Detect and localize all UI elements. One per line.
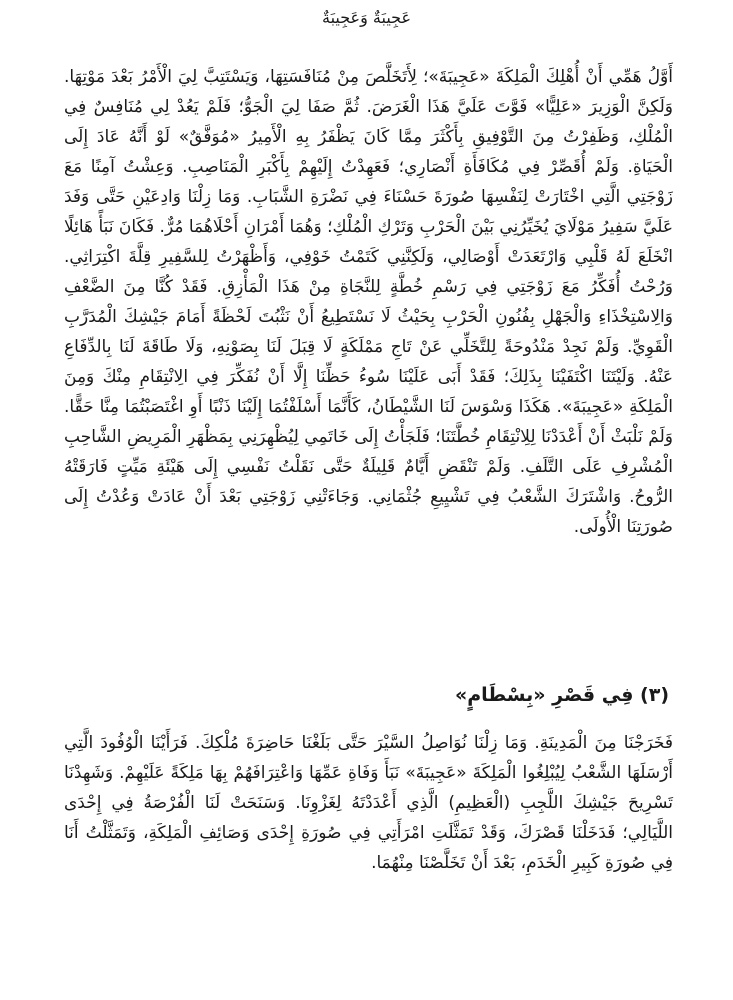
- paragraph: أَوَّلُ هَمِّي أَنْ أُهْلِكَ الْمَلِكَةَ «عَجِيبَةَ»؛ لِأَتَخَلَّصَ مِنْ مُنَافَسَتِهَا، وَيَسْتَتِبَّ لِيَ الْأَمْرُ بَعْدَ مَوْتِهَا. وَلَكِنَّ الْوَزِيرَ «عَلِيًّا» فَوَّتَ عَلَيَّ هَذَا الْغَرَضَ. ثُمَّ صَفَا لِيَ الْجَوُّ؛ فَلَمْ يَعُدْ لِي مُنَافِسٌ فِي الْمُلْكِ، وَظَفِرْتُ مِنَ التَّوْفِيقِ بِأَكْثَرَ مِمَّا كَانَ يَظْفَرُ بِهِ الْأَمِيرُ «مُوَفَّقٌ» لَوْ أَنَّهُ عَادَ إِلَى الْحَيَاةِ. وَلَمْ أُقَصِّرْ فِي مُكَافَأَةِ أَنْصَارِي؛ فَعَهِدْتُ إِلَيْهِمْ بِأَكْبَرِ الْمَنَاصِبِ. وَعِشْتُ آمِنًا مَعَ زَوْجَتِي الَّتِي اخْتَارَتْ لِنَفْسِهَا صُورَةَ حَسْنَاءَ فِي نَضْرَةِ الشَّبَابِ. وَمَا زِلْنَا وَادِعَيْنِ حَتَّى وَفَدَ عَلَيَّ سَفِيرُ مَوْلَايَ يُخَيِّرُنِي بَيْنَ الْحَرْبِ وَتَرْكِ الْمُلْكِ؛ وَهُمَا أَمْرَانِ أَحْلَاهُمَا مُرٌّ. فَكَانَ نَبَأً هَائِلًا انْخَلَعَ لَهُ قَلْبِي وَارْتَعَدَتْ أَوْصَالِي، وَلَكِنَّنِي كَتَمْتُ خَوْفِي، وَأَظْهَرْتُ لِلسَّفِيرِ قِلَّةَ اكْتِرَاثِي. وَرُحْتُ أُفَكِّرُ مَعَ زَوْجَتِي فِي رَسْمِ خُطَّةٍ لِلنَّجَاةِ مِنْ هَذَا الْمَأْزِقِ. فَقَدْ كُنَّا مِنَ الضَّعْفِ وَالِاسْتِخْذَاءِ وَالْجَهْلِ بِفُنُونِ الْحَرْبِ بِحَيْثُ لَا نَسْتَطِيعُ أَنْ نَثْبُتَ لَحْظَةً أَمَامَ جَيْشِكَ الْمُدَرَّبِ الْقَوِيِّ. وَلَمْ نَجِدْ مَنْدُوحَةً لِلتَّخَلِّي عَنْ تَاجِ مَمْلَكَةٍ لَا قِبَلَ لَنَا بِصَوْنِهِ، وَلَا طَاقَةَ لَنَا بِالدِّفَاعِ عَنْهُ. وَلَيْتَنَا اكْتَفَيْنَا بِذَلِكَ؛ فَقَدْ أَبَى عَلَيْنَا سُوءُ حَظِّنَا إِلَّا أَنْ نُفَكِّرَ فِي الِانْتِقَامِ مِنْكَ وَمِنَ الْمَلِكَةِ «عَجِيبَةَ». هَكَذَا وَسْوَسَ لَنَا الشَّيْطَانُ، كَأَنَّمَا أَسْلَفْتُمَا إِلَيْنَا ذَنْبًا أَوِ اغْتَصَبْتُمَا مِنَّا حَقًّا. وَلَمْ نَلْبَثْ أَنْ أَعْدَدْنَا لِلِانْتِقَامِ خُطَّتَنَا؛ فَلَجَأْتُ إِلَى خَاتَمِي لِيُظْهِرَنِي بِمَظْهَرِ الْمَرِيضِ الشَّاحِبِ الْمُشْرِفِ عَلَى التَّلَفِ. وَلَمْ تَنْقَضِ أَيَّامٌ قَلِيلَةٌ حَتَّى نَقَلْتُ نَفْسِي إِلَى هَيْئَةِ مَيِّتٍ فَارَقَتْهُ الرُّوحُ. وَاشْتَرَكَ الشَّعْبُ فِي تَشْيِيعِ جُثْمَانِي. وَجَاءَتْنِي زَوْجَتِي بَعْدَ أَنْ عَادَتْ وَعُدْتُ إِلَى صُورَتِنَا الْأُولَى.: [64, 67, 673, 537]
- section-body-1: [64, 62, 673, 542]
- running-head: عَجِيبَةٌ وَعَجِيبَةٌ: [321, 8, 412, 27]
- section-body-2: [64, 728, 673, 878]
- section-heading: (٣) فِي قَصْرِ «بِسْطَامٍ»: [454, 684, 669, 706]
- paragraph: فَخَرَجْنَا مِنَ الْمَدِينَةِ. وَمَا زِلْنَا نُوَاصِلُ السَّيْرَ حَتَّى بَلَغْنَا حَاضِرَةَ مُلْكِكَ. فَرَأَيْنَا الْوُفُودَ الَّتِي أَرْسَلَهَا الشَّعْبُ لِيُبْلِغُوا الْمَلِكَةَ «عَجِيبَةَ» نَبَأَ وَفَاةِ عَمِّهَا وَاعْتِرَافَهُمْ بِهَا مَلِكَةً عَلَيْهِمْ. وَشَهِدْنَا تَسْرِيحَ جَيْشِكَ اللَّجِبِ (الْعَظِيمِ) الَّذِي أَعْدَدْتَهُ لِغَزْوِنَا. وَسَنَحَتْ لَنَا الْفُرْصَةُ فِي إِحْدَى اللَّيَالِي؛ فَدَخَلْنَا قَصْرَكَ، وَقَدْ تَمَثَّلَتِ امْرَأَتِي فِي صُورَةِ إِحْدَى وَصَائِفِ الْمَلِكَةِ، وَتَمَثَّلْتُ أَنَا فِي صُورَةِ كَبِيرِ الْخَدَمِ، بَعْدَ أَنْ تَخَلَّصْنَا مِنْهُمَا.: [64, 733, 673, 873]
